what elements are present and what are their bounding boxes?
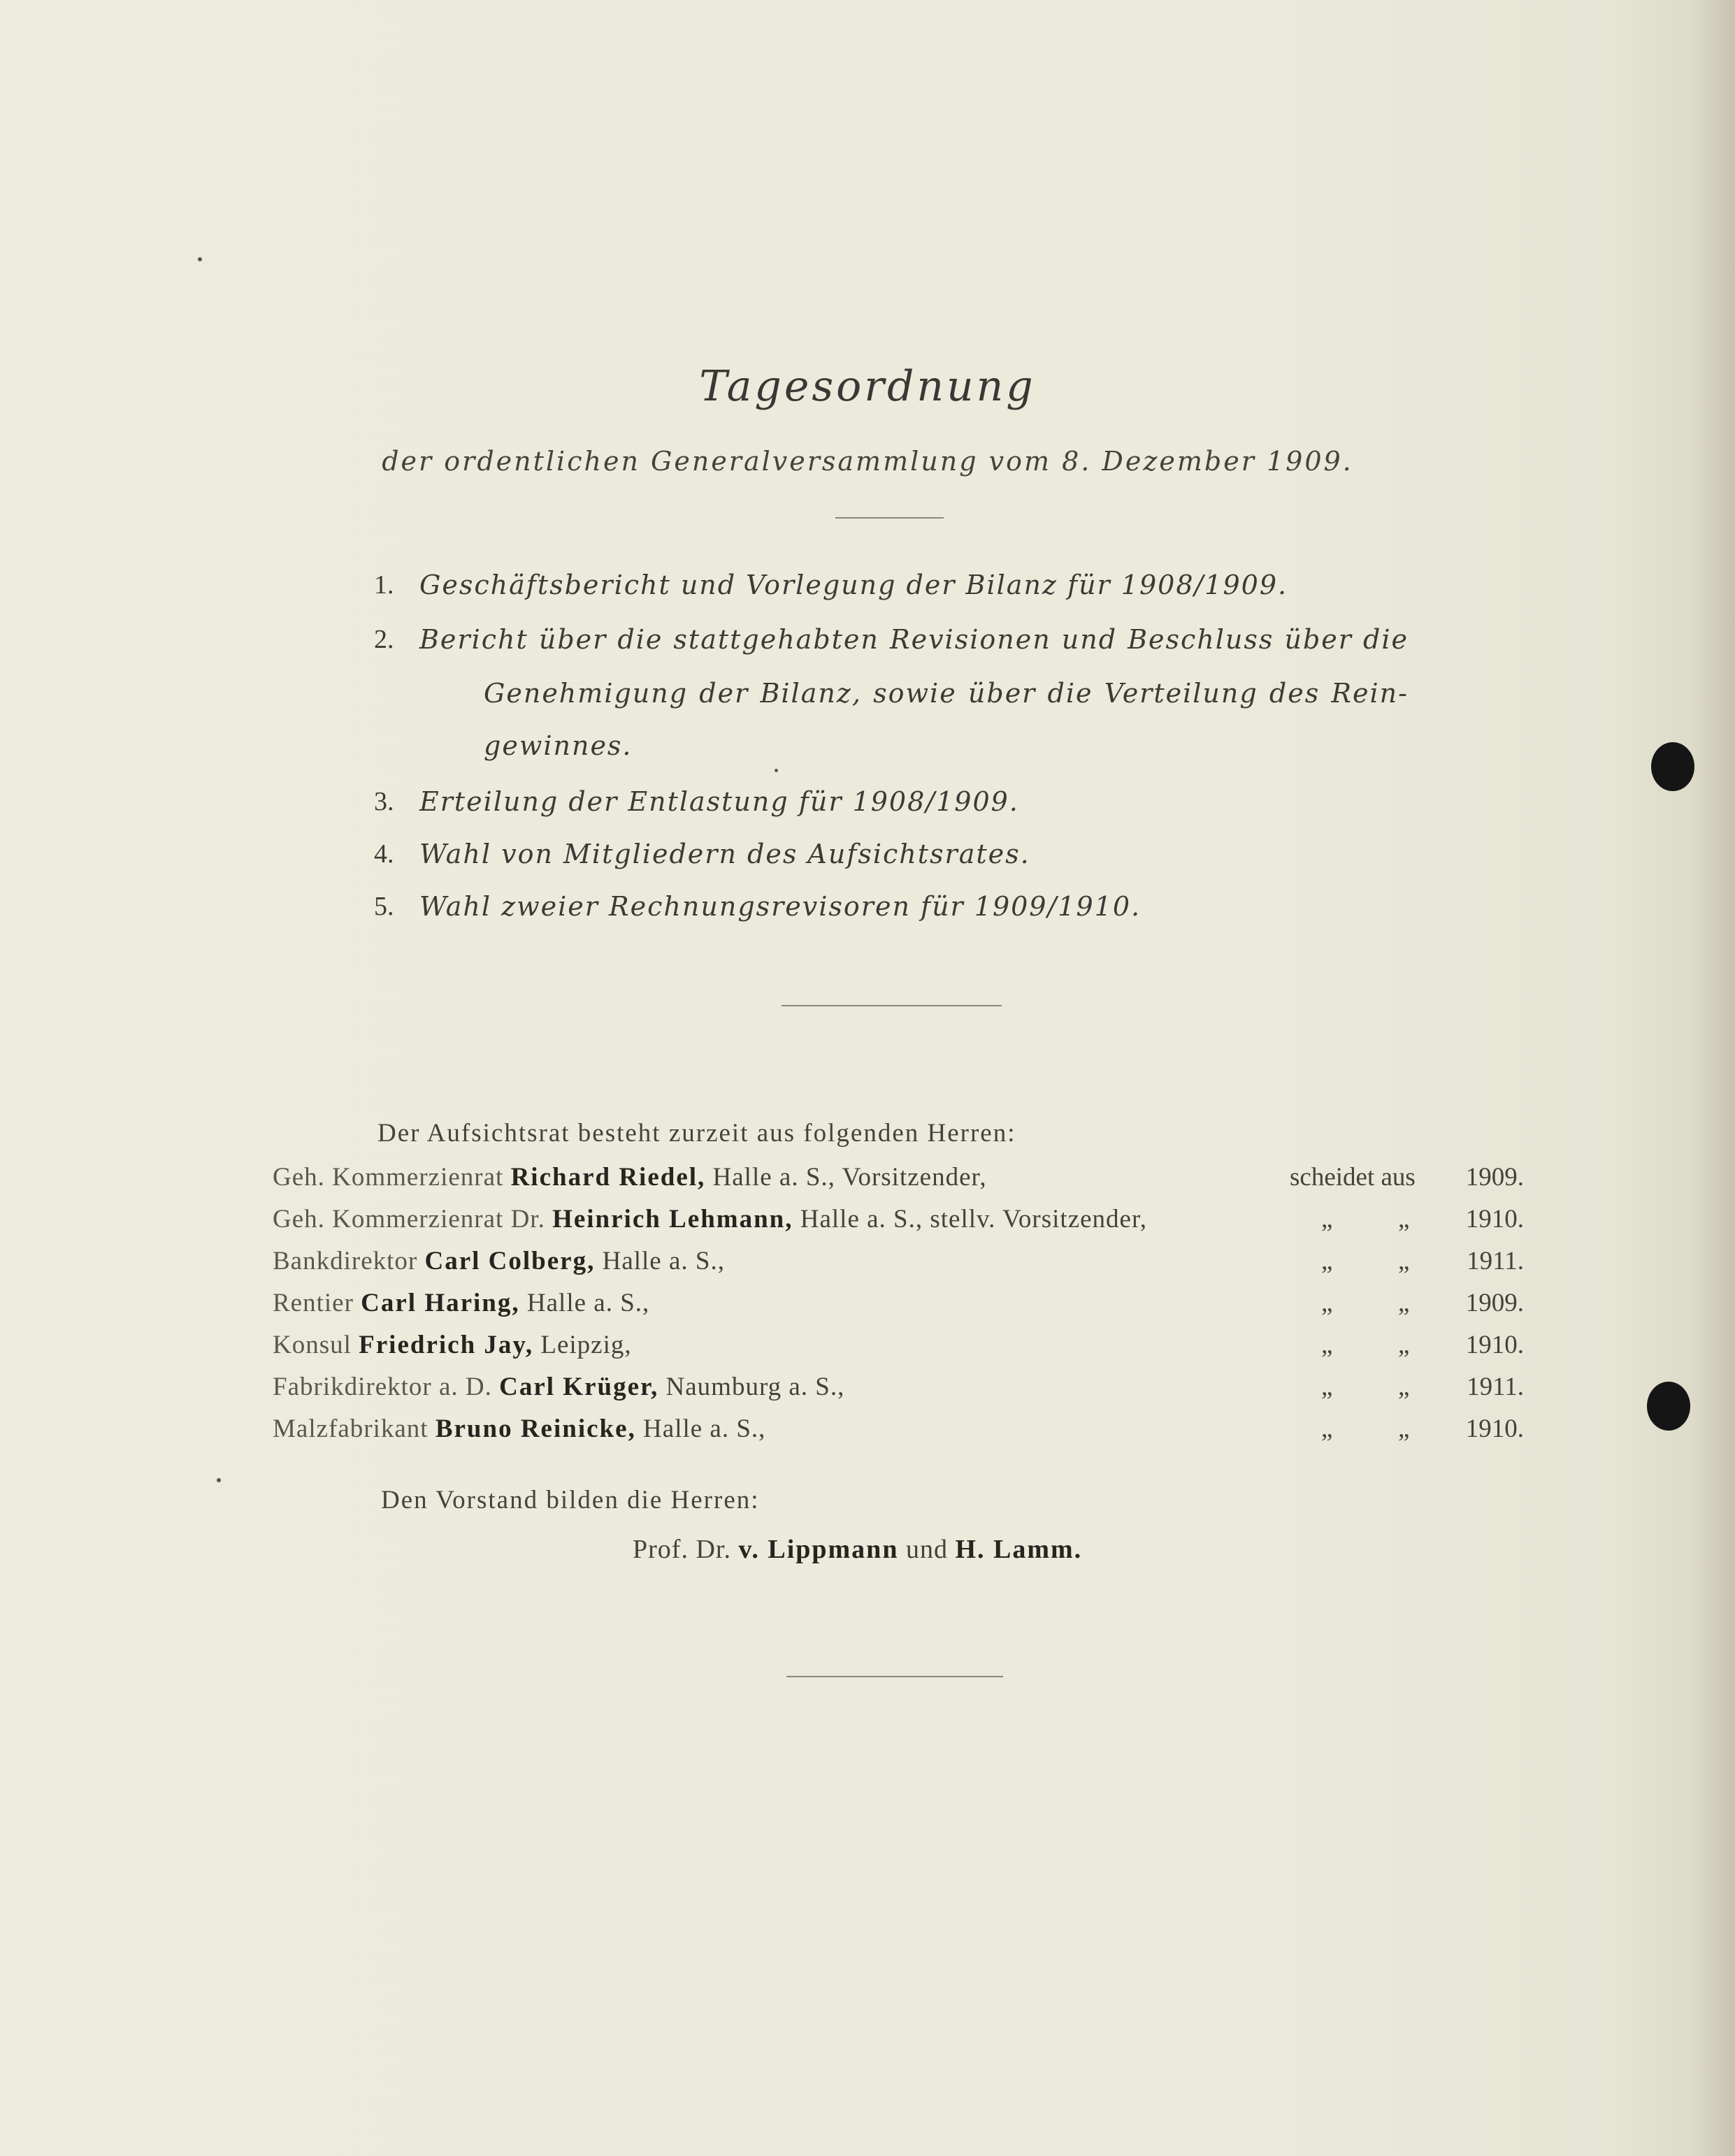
agenda-text: gewinnes. xyxy=(484,730,633,761)
member-info xyxy=(273,1288,649,1318)
executive-board-intro: Den Vorstand bilden die Herren: xyxy=(381,1486,760,1514)
punch-hole xyxy=(1651,742,1694,791)
member-title: Rentier xyxy=(273,1289,354,1317)
member-info xyxy=(273,1330,632,1360)
member-detail: Halle a. S., xyxy=(602,1247,725,1275)
member-detail: Leipzig, xyxy=(540,1331,632,1359)
member-detail: Halle a. S., xyxy=(526,1289,650,1317)
member-info xyxy=(273,1162,987,1192)
vorstand-name: v. Lippmann xyxy=(738,1535,899,1564)
member-year: 1911. xyxy=(1467,1373,1524,1401)
agenda-number: 5. xyxy=(374,892,394,921)
vorstand-prefix: Prof. Dr. xyxy=(633,1535,731,1564)
member-name: Bruno Reinicke, xyxy=(435,1415,636,1443)
ditto-mark: „ xyxy=(1321,1415,1333,1443)
agenda-number: 2. xyxy=(374,625,394,654)
vorstand-joiner: und xyxy=(905,1535,948,1564)
agenda-text: Erteilung der Entlastung für 1908/1909. xyxy=(419,786,1019,817)
ditto-mark: „ xyxy=(1398,1205,1410,1233)
member-name: Friedrich Jay, xyxy=(359,1331,534,1359)
divider xyxy=(782,1005,1002,1006)
member-name: Carl Krüger, xyxy=(499,1373,659,1401)
board-member-row xyxy=(273,1246,1524,1278)
board-member-row xyxy=(273,1414,1524,1446)
paper-speck xyxy=(198,257,202,261)
board-member-row xyxy=(273,1330,1524,1362)
member-status: scheidet aus xyxy=(1290,1163,1416,1192)
member-name: Carl Colberg, xyxy=(424,1247,596,1275)
agenda-number: 4. xyxy=(374,839,394,869)
member-name: Richard Riedel, xyxy=(510,1163,706,1192)
member-year: 1910. xyxy=(1465,1331,1524,1359)
page-subtitle: der ordentlichen Generalversammlung vom 8. Dezember 1909. xyxy=(382,446,1353,477)
ditto-mark: „ xyxy=(1321,1331,1333,1359)
member-title: Geh. Kommerzienrat Dr. xyxy=(273,1205,545,1233)
agenda-text: Genehmigung der Bilanz, sowie über die Verteilung des Rein- xyxy=(484,678,1409,709)
member-info xyxy=(273,1414,765,1444)
ditto-mark: „ xyxy=(1321,1289,1333,1317)
agenda-number: 1. xyxy=(374,570,394,600)
member-detail: Halle a. S., stellv. Vorsitzender, xyxy=(800,1205,1148,1233)
member-title: Malzfabrikant xyxy=(273,1415,429,1443)
vorstand-name: H. Lamm. xyxy=(955,1535,1083,1564)
member-year: 1911. xyxy=(1467,1247,1524,1275)
board-member-row xyxy=(273,1204,1524,1236)
agenda-text: Wahl zweier Rechnungsrevisoren für 1909/1910. xyxy=(419,891,1142,922)
paper-speck xyxy=(217,1478,221,1482)
member-name: Heinrich Lehmann, xyxy=(552,1205,793,1233)
member-title: Bankdirektor xyxy=(273,1247,418,1275)
member-year: 1910. xyxy=(1465,1415,1524,1443)
member-detail: Naumburg a. S., xyxy=(665,1373,845,1401)
member-year: 1909. xyxy=(1465,1289,1524,1317)
member-title: Geh. Kommerzienrat xyxy=(273,1163,504,1192)
ditto-mark: „ xyxy=(1398,1289,1410,1317)
ditto-mark: „ xyxy=(1398,1331,1410,1359)
ditto-mark: „ xyxy=(1321,1373,1333,1401)
punch-hole xyxy=(1647,1382,1690,1431)
ditto-mark: „ xyxy=(1398,1373,1410,1401)
member-info xyxy=(273,1372,844,1402)
executive-board-members xyxy=(633,1534,1082,1565)
agenda-text: Geschäftsbericht und Vorlegung der Bilanz für 1908/1909. xyxy=(419,570,1288,600)
agenda-text: Bericht über die stattgehabten Revisionen und Beschluss über die xyxy=(419,624,1409,655)
member-detail: Halle a. S., xyxy=(643,1415,766,1443)
board-member-row xyxy=(273,1162,1524,1194)
member-title: Fabrikdirektor a. D. xyxy=(273,1373,492,1401)
member-detail: Halle a. S., Vorsitzender, xyxy=(712,1163,987,1192)
page-title: Tagesordnung xyxy=(699,362,1036,411)
divider xyxy=(835,517,944,519)
member-year: 1910. xyxy=(1465,1205,1524,1233)
ditto-mark: „ xyxy=(1321,1247,1333,1275)
agenda-text: Wahl von Mitgliedern des Aufsichtsrates. xyxy=(419,839,1030,869)
paper-speck xyxy=(775,769,778,772)
member-title: Konsul xyxy=(273,1331,352,1359)
board-member-row xyxy=(273,1372,1524,1404)
ditto-mark: „ xyxy=(1321,1205,1333,1233)
agenda-number: 3. xyxy=(374,787,394,816)
page-edge-shadow xyxy=(1693,0,1735,2156)
divider xyxy=(786,1676,1003,1677)
board-member-row xyxy=(273,1288,1524,1320)
member-year: 1909. xyxy=(1465,1163,1524,1192)
member-info xyxy=(273,1246,725,1276)
ditto-mark: „ xyxy=(1398,1247,1410,1275)
member-name: Carl Haring, xyxy=(361,1289,520,1317)
board-intro: Der Aufsichtsrat besteht zurzeit aus folgenden Herren: xyxy=(377,1119,1016,1148)
member-info xyxy=(273,1204,1147,1234)
ditto-mark: „ xyxy=(1398,1415,1410,1443)
